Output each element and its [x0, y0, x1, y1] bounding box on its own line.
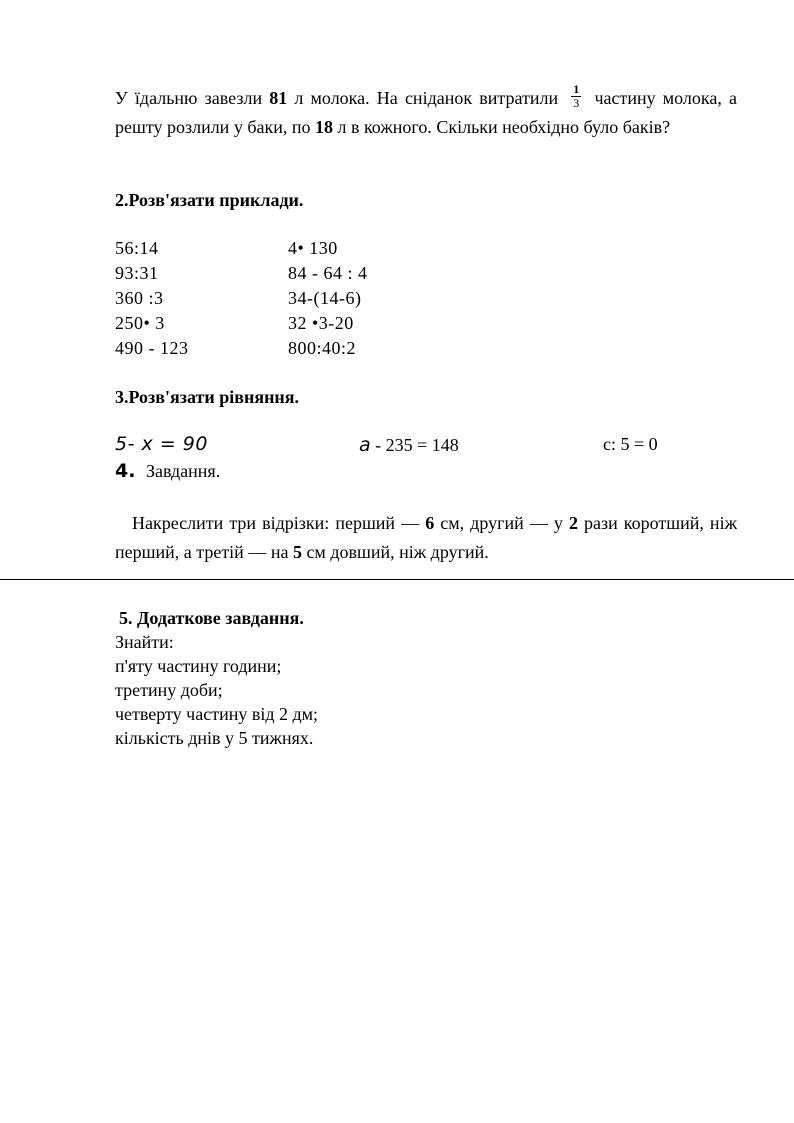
equation-1: 5- x = 90: [115, 433, 208, 455]
list-item: п'яту частину години;: [115, 656, 282, 676]
section-5-heading: 5. Додаткове завдання.: [119, 608, 304, 628]
problem-1-part: У їдальню завезли: [115, 88, 270, 108]
section-4-number: 4.: [115, 460, 136, 482]
problem-1-part: частину молока, а решту розлили у баки, по: [115, 88, 738, 138]
examples-right-column: [288, 236, 368, 361]
example: 250• 3: [115, 313, 165, 333]
section-3-heading: 3.Розв'язати рівняння.: [115, 387, 300, 407]
problem-1-text: [115, 84, 737, 142]
list-item: кількість днів у 5 тижнях.: [115, 728, 314, 748]
segment-length: 6: [425, 513, 435, 533]
example: 84 - 64 : 4: [288, 263, 368, 283]
milk-volume: 81: [269, 88, 288, 108]
fraction-denominator: 3: [573, 96, 580, 111]
task-part: Накреслити три відрізки: перший —: [132, 513, 426, 533]
fraction-numerator: 1: [573, 82, 580, 97]
examples-left-column: [115, 236, 189, 361]
example: 56:14: [115, 238, 159, 258]
list-item: четверту частину від 2 дм;: [115, 704, 319, 724]
task-part: см довший, ніж другий.: [301, 542, 489, 562]
example: 93:31: [115, 263, 159, 283]
equation-variable: а: [359, 434, 371, 456]
horizontal-divider: [0, 579, 794, 580]
section-2-heading: 2.Розв'язати приклади.: [115, 190, 304, 210]
ratio-number: 2: [568, 513, 578, 533]
list-item: третину доби;: [115, 680, 223, 700]
barrel-volume: 18: [314, 117, 333, 138]
difference-number: 5: [292, 542, 302, 562]
equation-3: с: 5 = 0: [603, 434, 658, 454]
example: 360 :3: [115, 288, 164, 308]
problem-1-part: л молока. На сніданок витратили: [287, 88, 566, 108]
example: 490 - 123: [115, 338, 189, 358]
example: 32 •3-20: [288, 313, 354, 333]
task-part: рази коротший, ніж перший, а третій — на: [115, 513, 738, 562]
section-4-heading: [115, 460, 220, 482]
section-4-title: Завдання.: [145, 461, 221, 481]
fraction-one-third: [571, 83, 581, 110]
problem-1-part: л в кожного. Скільки необхідно було баків?: [332, 117, 671, 138]
example: 4• 130: [288, 238, 338, 258]
example: 800:40:2: [288, 338, 357, 358]
example: 34-(14-6): [288, 288, 362, 308]
section-5-intro: Знайти:: [115, 632, 174, 652]
task-part: см, другий — у: [434, 513, 569, 533]
section-5: [115, 606, 318, 750]
section-4-text: [115, 509, 737, 567]
equation-2: [359, 434, 459, 456]
equation-rest: - 235 = 148: [370, 435, 459, 455]
